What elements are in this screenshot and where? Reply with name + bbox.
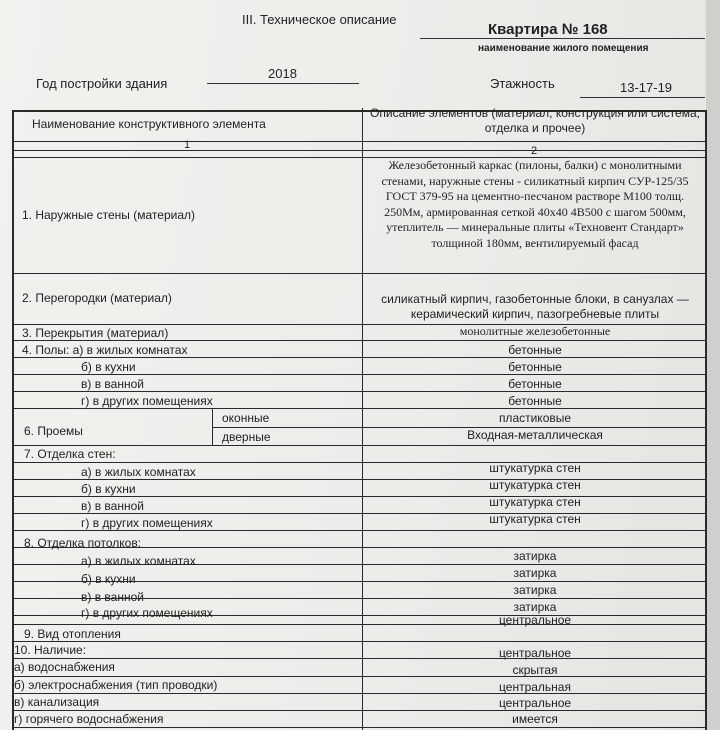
openings-window-label: оконные [222,411,270,425]
table-border-left [12,112,14,730]
water-value: скрытая [512,663,558,677]
row-line [12,445,707,446]
wallfinish-b-value: штукатурка стен [489,478,581,492]
col1-number: 1 [183,139,191,151]
ceiling-c-value: затирка [513,583,557,597]
floors-value: 13-17-19 [620,80,673,95]
floors-b-label: б) в кухни [81,360,136,374]
availability-label: 10. Наличие: [14,643,87,657]
ceiling-a-label: а) в жилых комнатах [81,554,196,568]
row-line [12,391,707,392]
wallfinish-a-label: а) в жилых комнатах [81,465,196,479]
floors-d-value: бетонные [508,394,562,408]
heating-label: 9. Вид отопления [24,627,121,641]
ceiling-b-value: затирка [513,566,557,580]
ceiling-b-label: б) в кухни [81,572,136,586]
table-border-right [705,112,707,730]
row-line [12,340,707,341]
openings-window-value: пластиковые [498,411,572,425]
partitions-label: 2. Перегородки (материал) [22,291,172,305]
col2-header: Описание элементов (материал, конструкция или система, отделка и прочее) [370,106,700,135]
ceiling-label: 8. Отделка потолков: [24,536,142,550]
row-line [12,530,707,531]
apartment-title: Квартира № 168 [488,21,608,38]
wallfinish-b-label: б) в кухни [81,482,136,496]
floors-b-value: бетонные [508,360,562,374]
build-year-label: Год постройки здания [36,76,168,91]
col1-header: Наименование конструктивного элемента [32,117,266,131]
hotwater-label: г) горячего водоснабжения [14,712,164,726]
build-year-value: 2018 [268,66,297,81]
heating-value: центральное [498,613,572,627]
slabs-value: монолитные железобетонные [459,324,611,338]
availability-value: центральное [498,646,572,660]
floors-label: Этажность [490,76,555,91]
water-label: а) водоснабжения [14,660,115,674]
walls-value: Железобетонный каркас (пилоны, балки) с монолитными стенами, наружные стены - силикатный кирпич СУР-125/35 ГОСТ 379-95 на цементно-песчаном растворе М100 толщ. 250Мм, армированная сеткой 40х40 4В500 с шагом 500мм, утеплитель — минеральные плиты «Техновент Стандарт» толщиной 180мм, вентилируемый фасад [381,158,689,250]
column-divider [362,108,363,730]
section-title: III. Техническое описание [242,12,397,27]
col2-number: 2 [530,145,538,157]
wallfinish-d-value: штукатурка стен [489,512,581,526]
floors-c-label: в) в ванной [81,377,144,391]
power-label: б) электроснабжения (тип проводки) [14,678,218,692]
sewer-label: в) канализация [14,695,100,709]
ceiling-d-label: г) в других помещениях [81,606,213,620]
openings-door-value: Входная-металлическая [467,428,603,442]
wallfinish-a-value: штукатурка стен [489,461,581,475]
floors-a-value: бетонные [508,343,562,357]
row-line [12,641,707,642]
wallfinish-label: 7. Отделка стен: [24,447,116,461]
power-value: центральная [499,680,571,694]
row-line [12,727,707,728]
row-line [12,357,707,358]
floors-c-value: бетонные [508,377,562,391]
sewer-value: центральное [498,696,572,710]
walls-label: 1. Наружные стены (материал) [22,208,196,222]
row-line [12,710,707,711]
apartment-caption: наименование жилого помещения [478,43,649,54]
slabs-label: 3. Перекрытия (материал) [22,326,169,340]
wallfinish-c-label: в) в ванной [81,499,144,513]
ceiling-a-value: затирка [513,549,557,563]
partitions-value: силикатный кирпич, газобетонные блоки, в санузлах — керамический кирпич, пазогребневые плиты [381,292,689,321]
ceiling-c-label: в) в ванной [81,590,144,604]
openings-door-label: дверные [222,430,271,444]
floors-a-label: 4. Полы: а) в жилых комнатах [22,343,188,357]
row-line [12,374,707,375]
openings-label: 6. Проемы [24,424,83,438]
floors-d-label: г) в других помещениях [81,394,213,408]
wallfinish-c-value: штукатурка стен [489,495,581,509]
wallfinish-d-label: г) в других помещениях [81,516,213,530]
hotwater-value: имеется [512,712,558,726]
ceiling-d-value: затирка [513,600,557,614]
row-line [12,408,707,409]
row-line [12,273,707,274]
